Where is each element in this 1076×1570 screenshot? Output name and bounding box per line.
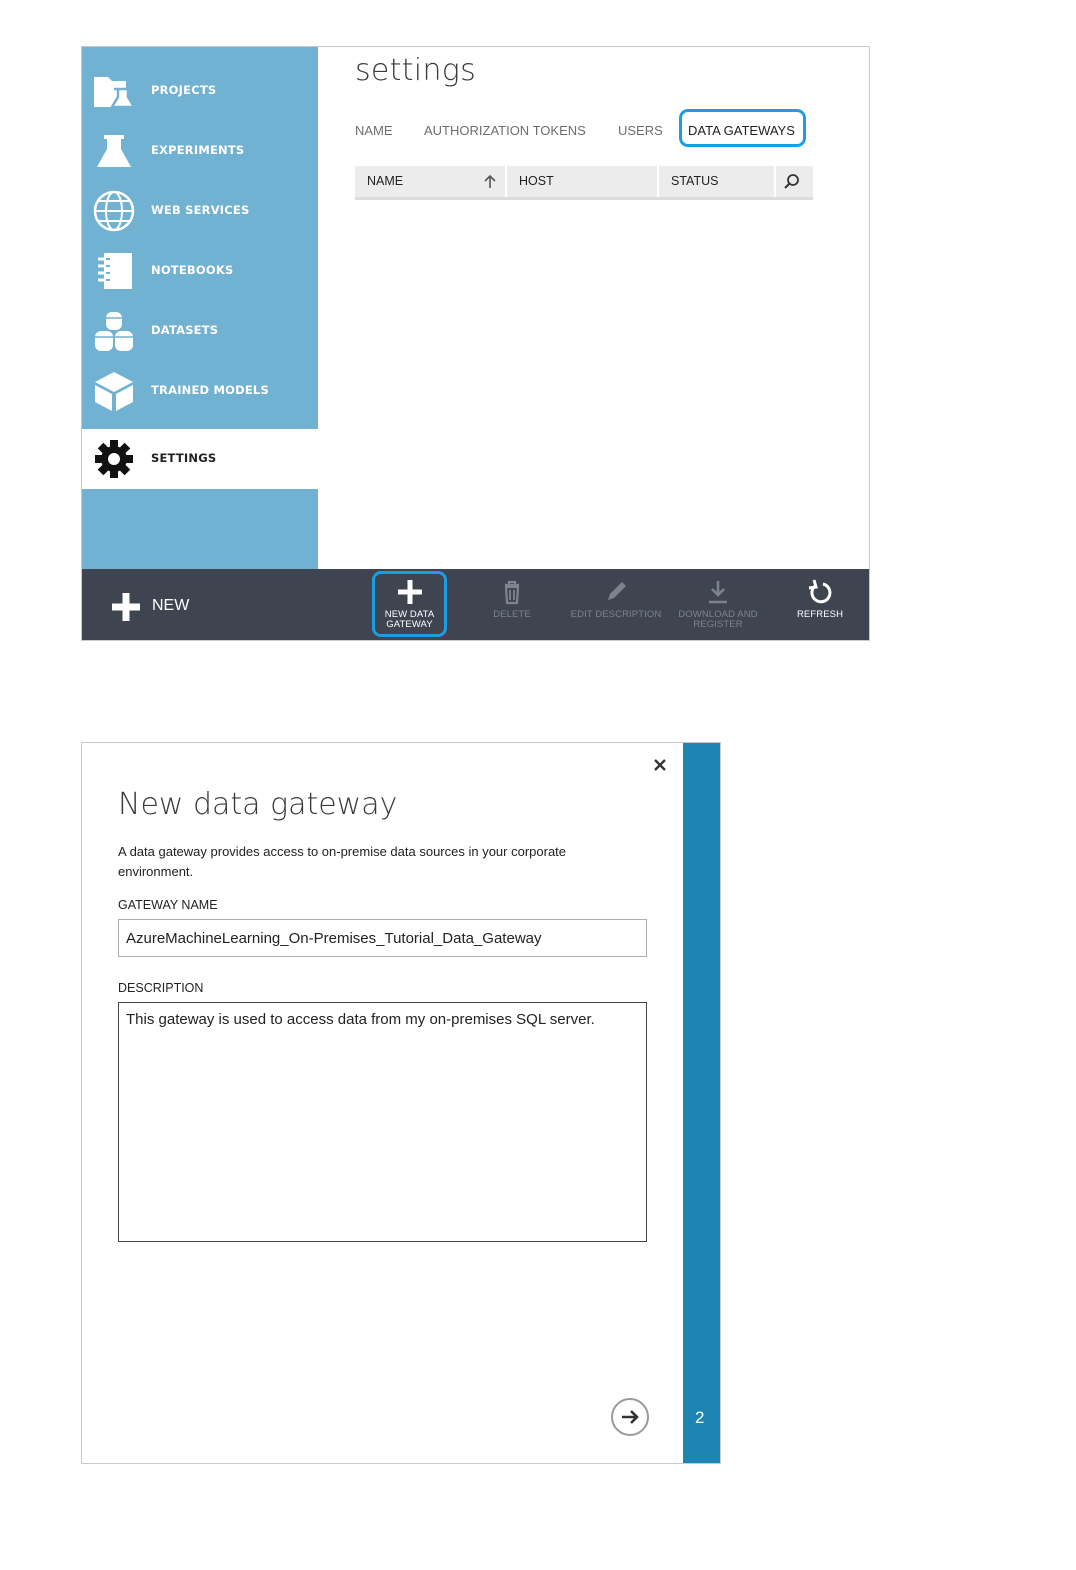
refresh-button[interactable] bbox=[790, 577, 850, 637]
search-icon[interactable] bbox=[783, 173, 800, 190]
sidebar-item-label: NOTEBOOKS bbox=[151, 263, 234, 277]
gear-icon bbox=[92, 437, 136, 481]
gateway-table-header bbox=[355, 166, 813, 200]
cmd-label: NEW DATA GATEWAY bbox=[384, 609, 435, 630]
sidebar-item-label: EXPERIMENTS bbox=[151, 143, 245, 157]
sidebar-item-label: SETTINGS bbox=[151, 451, 217, 465]
download-icon bbox=[705, 579, 731, 605]
gateway-name-label: GATEWAY NAME bbox=[118, 898, 218, 912]
description-label: DESCRIPTION bbox=[118, 981, 204, 995]
globe-icon bbox=[92, 189, 136, 233]
cmd-label: DELETE bbox=[493, 609, 531, 620]
gateway-name-input[interactable] bbox=[118, 919, 647, 957]
next-arrow-icon[interactable] bbox=[610, 1397, 650, 1437]
cmd-label: EDIT DESCRIPTION bbox=[570, 609, 662, 620]
column-header-host[interactable]: HOST bbox=[519, 174, 554, 188]
dialog-description: A data gateway provides access to on-premise data sources in your corporate environment. bbox=[118, 844, 567, 879]
cube-icon bbox=[92, 369, 136, 413]
sidebar-item-label: WEB SERVICES bbox=[151, 203, 250, 217]
plus-icon bbox=[110, 591, 142, 623]
flask-icon bbox=[92, 129, 136, 173]
close-icon[interactable] bbox=[652, 757, 668, 773]
dialog-title: New data gateway bbox=[118, 787, 398, 822]
tab-data-gateways[interactable]: DATA GATEWAYS bbox=[688, 123, 795, 138]
column-header-name[interactable]: NAME bbox=[367, 174, 404, 188]
sidebar-item-label: DATASETS bbox=[151, 323, 219, 337]
projects-folder-icon bbox=[92, 69, 136, 113]
new-gateway-highlight-annotation bbox=[372, 571, 447, 637]
sidebar-item-projects[interactable] bbox=[82, 61, 318, 121]
sidebar-item-trained-models[interactable] bbox=[82, 361, 318, 421]
new-data-gateway-dialog bbox=[81, 742, 721, 1464]
pencil-icon bbox=[603, 579, 629, 605]
sidebar-item-label: PROJECTS bbox=[151, 83, 217, 97]
settings-main bbox=[318, 47, 869, 569]
page-title: settings bbox=[355, 53, 476, 88]
tab-highlight-annotation bbox=[679, 109, 806, 147]
cmd-label: DOWNLOAD AND REGISTER bbox=[678, 609, 758, 630]
description-textarea[interactable] bbox=[118, 1002, 647, 1242]
ml-studio-settings-screen bbox=[81, 46, 870, 641]
tab-users[interactable]: USERS bbox=[618, 123, 663, 138]
column-header-status[interactable]: STATUS bbox=[671, 174, 719, 188]
command-bar bbox=[82, 569, 869, 640]
step-number: 2 bbox=[695, 1408, 705, 1427]
wizard-step-bar bbox=[683, 743, 720, 1463]
column-separator bbox=[657, 166, 659, 197]
sidebar-item-label: TRAINED MODELS bbox=[151, 383, 269, 397]
sidebar bbox=[82, 47, 318, 569]
notebook-icon bbox=[92, 249, 136, 293]
column-separator bbox=[774, 166, 776, 197]
delete-button[interactable] bbox=[482, 577, 542, 637]
cmd-label: REFRESH bbox=[796, 609, 844, 620]
trash-icon bbox=[499, 579, 525, 605]
sidebar-item-settings[interactable] bbox=[82, 429, 318, 489]
tab-authorization-tokens[interactable]: AUTHORIZATION TOKENS bbox=[424, 123, 586, 138]
datasets-icon bbox=[92, 309, 136, 353]
sidebar-item-experiments[interactable] bbox=[82, 121, 318, 181]
column-separator bbox=[505, 166, 507, 197]
new-button-label: NEW bbox=[152, 597, 190, 614]
tab-name[interactable]: NAME bbox=[355, 123, 393, 138]
sidebar-item-datasets[interactable] bbox=[82, 301, 318, 361]
sidebar-item-notebooks[interactable] bbox=[82, 241, 318, 301]
edit-description-button[interactable] bbox=[567, 577, 665, 637]
refresh-icon bbox=[807, 579, 833, 605]
sidebar-item-web-services[interactable] bbox=[82, 181, 318, 241]
download-and-register-button[interactable] bbox=[671, 577, 765, 637]
sort-ascending-icon[interactable] bbox=[483, 174, 497, 189]
